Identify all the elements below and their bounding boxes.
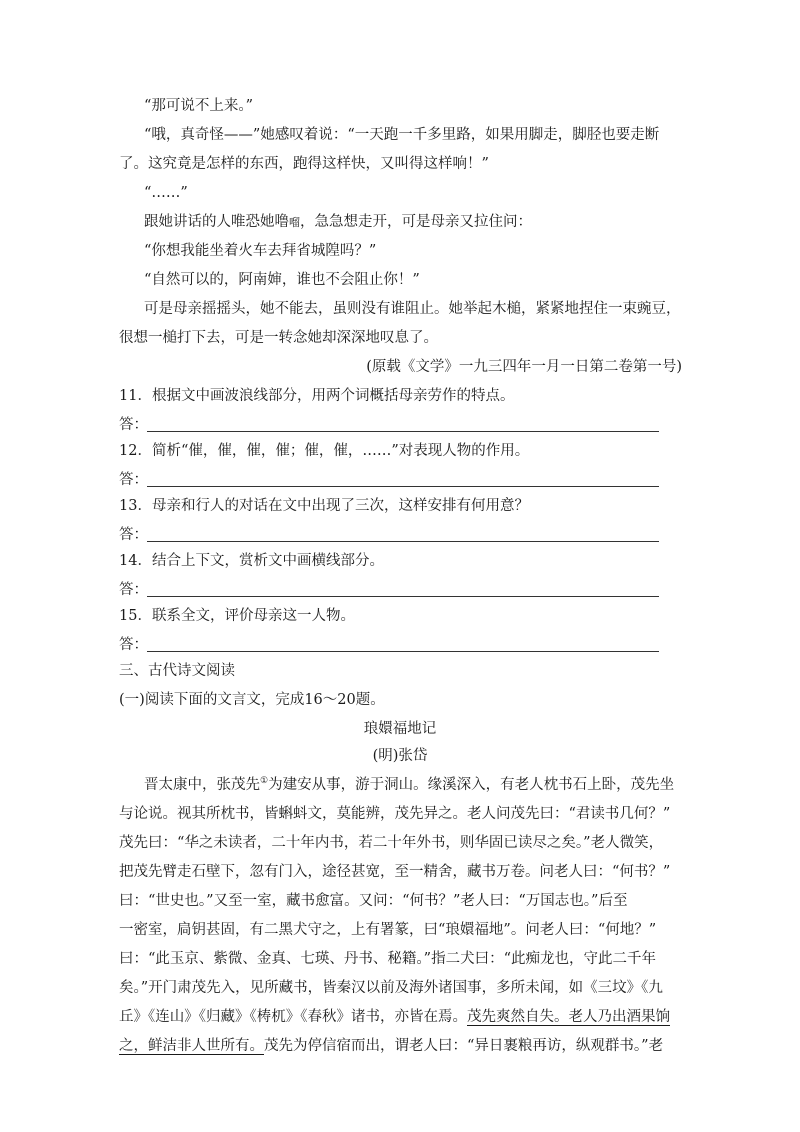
answer-field-15[interactable] <box>119 635 659 655</box>
story-line: 可是母亲摇摇头，她不能去，虽则没有谁阻止。她举起木槌，紧紧地捏住一束豌豆， <box>144 301 681 317</box>
answer-label: 答： <box>119 417 148 433</box>
passage-line: 与论说。视其所枕书，皆蝌蚪文，莫能辨，茂先异之。老人问茂先曰：“君读书几何？” <box>119 806 671 822</box>
answer-blank-line <box>147 541 659 542</box>
answer-blank-line <box>147 651 659 652</box>
answer-blank-line <box>147 596 659 597</box>
passage-line: 茂先曰：“华之未读者，二十年内书，若二十年外书，则华固已读尽之矣。”老人微笑， <box>119 835 664 851</box>
passage-line: 之，鲜洁非人世所有。茂先为停信宿而出，谓老人曰：“异日裹粮再访，纵观群书。”老 <box>119 1038 664 1054</box>
passage-line: 曰：“世史也。”又至一室，藏书愈富。又问：“何书？”老人曰：“万国志也。”后至 <box>119 893 628 909</box>
passage-line: 把茂先臂走石壁下，忽有门入，途径甚宽，至一精舍，藏书万卷。问老人曰：“何书？” <box>119 864 671 880</box>
question-13: 13．母亲和行人的对话在文中出现了三次，这样安排有何用意？ <box>119 498 529 514</box>
question-14: 14．结合上下文，赏析文中画横线部分。 <box>119 553 384 569</box>
answer-field-12[interactable] <box>119 470 659 490</box>
answer-label: 答： <box>119 472 148 488</box>
passage-line: 曰：“此玉京、紫微、金真、七瑛、丹书、秘籍。”指二犬曰：“此痴龙也，守此二千年 <box>119 951 656 967</box>
answer-field-13[interactable] <box>119 525 659 545</box>
passage-title: 琅嬛福地记 <box>363 721 437 737</box>
story-line: “哦，真奇怪——”她感叹着说：“一天跑一千多里路，如果用脚走，脚胫也要走断 <box>144 127 660 143</box>
rare-glyph: 𠺕 <box>289 216 300 229</box>
passage-line: 矣。”开门肃茂先入，见所藏书，皆秦汉以前及海外诸国事，多所未闻，如《三坟》《九 <box>119 980 663 996</box>
question-11: 11．根据文中画波浪线部分，用两个词概括母亲劳作的特点。 <box>119 388 515 404</box>
answer-field-14[interactable] <box>119 580 659 600</box>
story-line: “自然可以的，阿南婶，谁也不会阻止你！” <box>144 272 420 288</box>
footnote-marker: ① <box>260 776 269 787</box>
passage-author: (明)张岱 <box>372 748 428 764</box>
answer-blank-line <box>147 486 659 487</box>
underlined-sentence: 之，鲜洁非人世所有。 <box>119 1038 264 1054</box>
story-line: “那可说不上来。” <box>144 98 254 114</box>
answer-field-11[interactable] <box>119 415 659 435</box>
story-line: 了。这究竟是怎样的东西，跑得这样快，又叫得这样响！” <box>119 156 489 172</box>
answer-blank-line <box>147 431 659 432</box>
passage-line: 晋太康中，张茂先①为建安从事，游于洞山。缘溪深入，有老人枕书石上卧，茂先坐 <box>144 776 675 793</box>
passage-line: 一密室，扃钥甚固，有二黑犬守之，上有署篆，曰“琅嬛福地”。问老人曰：“何地？” <box>119 922 657 938</box>
answer-label: 答： <box>119 582 148 598</box>
story-line: “你想我能坐着火车去拜省城隍吗？” <box>144 243 377 259</box>
section-subheading: (一)阅读下面的文言文，完成16～20题。 <box>119 692 385 708</box>
answer-label: 答： <box>119 527 148 543</box>
passage-line: 丘》《连山》《归藏》《梼杌》《春秋》诸书，亦皆在焉。茂先爽然自失。老人乃出酒果饷 <box>119 1009 670 1025</box>
story-line: 跟她讲话的人唯恐她噜𠺕，急急想走开，可是母亲又拉住问： <box>144 214 532 230</box>
source-note: (原载《文学》一九三四年一月一日第二卷第一号) <box>366 359 682 375</box>
story-line: 很想一槌打下去，可是一转念她却深深地叹息了。 <box>119 330 438 346</box>
story-line: “……” <box>144 185 188 201</box>
section-heading: 三、古代诗文阅读 <box>119 663 235 679</box>
underlined-sentence: 茂先爽然自失。老人乃出酒果饷 <box>467 1009 670 1025</box>
question-15: 15．联系全文，评价母亲这一人物。 <box>119 608 355 624</box>
question-12: 12．简析“催，催，催，催；催，催，……”对表现人物的作用。 <box>119 443 530 459</box>
answer-label: 答： <box>119 637 148 653</box>
